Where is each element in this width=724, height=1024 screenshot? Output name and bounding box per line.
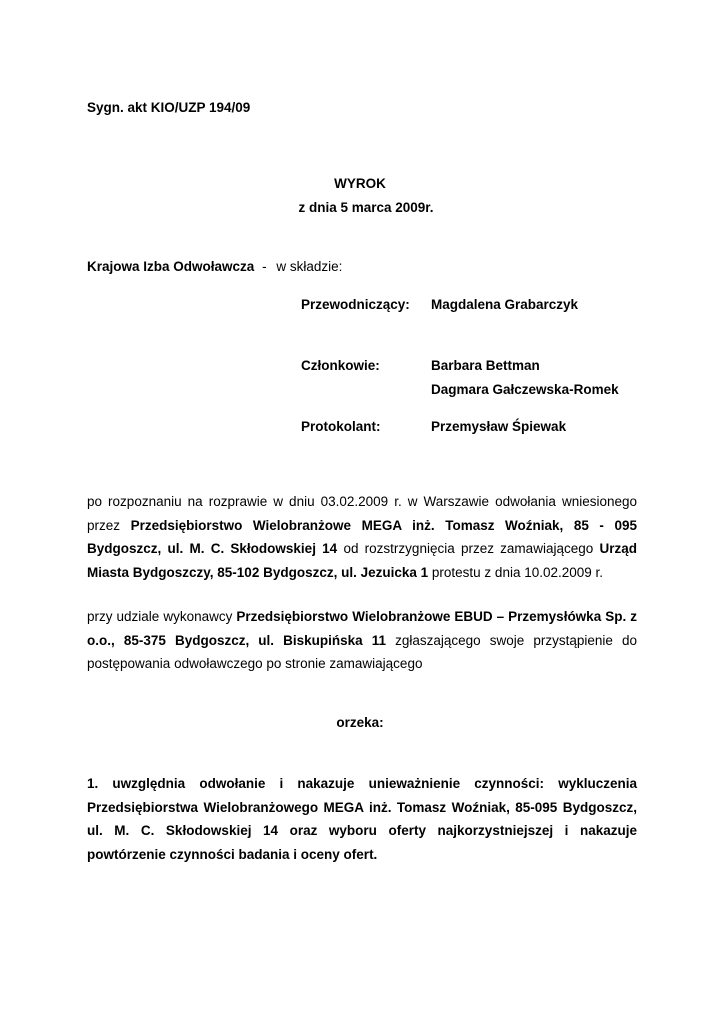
text-fragment: przez: [87, 517, 121, 533]
participant-name: Przedsiębiorstwo Wielobranżowe EBUD – Przemysłówka Sp. z: [236, 609, 637, 624]
composition-text: w składzie:: [276, 259, 343, 274]
composition-line: [87, 259, 342, 274]
paragraph-line: powtórzenie czynności badania i oceny ofert.: [87, 846, 378, 862]
clerk-label: Protokolant:: [301, 419, 381, 434]
paragraph-line: po rozpoznaniu na rozprawie w dniu 03.02.2009 r. w Warszawie odwołania wniesionego: [87, 494, 637, 509]
text-fragment: przy udziale wykonawcy: [87, 609, 233, 624]
paragraph-line: postępowania odwoławczego po stronie zamawiającego: [87, 656, 423, 671]
orzeka-heading: orzeka:: [336, 715, 384, 730]
members-label: Członkowie:: [301, 358, 380, 373]
contracting-authority-address: Miasta Bydgoszczy, 85-102 Bydgoszcz, ul. Jezuicka 1: [87, 564, 429, 580]
clerk-name: Przemysław Śpiewak: [431, 419, 567, 434]
text-fragment: od rozstrzygnięcia przez zamawiającego: [343, 541, 594, 556]
chair-name: Magdalena Grabarczyk: [431, 297, 579, 312]
text-fragment: protestu z dnia 10.02.2009 r.: [431, 564, 604, 580]
paragraph-line: ul. M. C. Skłodowskiej 14 oraz wyboru oferty najkorzystniejszej i nakazuje: [87, 823, 637, 838]
paragraph-line: [87, 629, 637, 653]
paragraph-line: Przedsiębiorstwa Wielobranżowego MEGA inż. Tomasz Woźniak, 85-095 Bydgoszcz,: [87, 799, 637, 815]
participant-address: o.o., 85-375 Bydgoszcz, ul. Biskupińska 11: [87, 632, 387, 648]
paragraph-proceedings: [87, 490, 637, 584]
paragraph-line: 1. uwzględnia odwołanie i nakazuje unieważnienie czynności: wykluczenia: [87, 776, 637, 791]
tribunal-name: Krajowa Izba Odwoławcza: [87, 259, 255, 274]
member-2-name: Dagmara Gałczewska-Romek: [431, 382, 619, 397]
paragraph-line: [87, 514, 637, 538]
verdict-title: WYROK: [334, 176, 386, 191]
chair-label: Przewodniczący:: [301, 297, 410, 312]
text-fragment: zgłaszającego swoje przystąpienie do: [395, 632, 637, 648]
member-1-name: Barbara Bettman: [431, 358, 540, 373]
appellant-address: Bydgoszcz, ul. M. C. Skłodowskiej 14: [87, 541, 338, 556]
composition-dash: -: [262, 259, 267, 274]
case-number: Sygn. akt KIO/UZP 194/09: [87, 100, 251, 115]
paragraph-participation: [87, 605, 637, 676]
contracting-authority: Urząd: [599, 541, 637, 556]
ruling-point-1: [87, 772, 637, 866]
appellant-name: Przedsiębiorstwo Wielobranżowe MEGA inż. Tomasz Woźniak, 85 - 095: [130, 517, 637, 533]
paragraph-line: [87, 537, 637, 561]
paragraph-line: [87, 605, 637, 629]
verdict-date: z dnia 5 marca 2009r.: [298, 200, 434, 215]
paragraph-line: [87, 561, 637, 585]
